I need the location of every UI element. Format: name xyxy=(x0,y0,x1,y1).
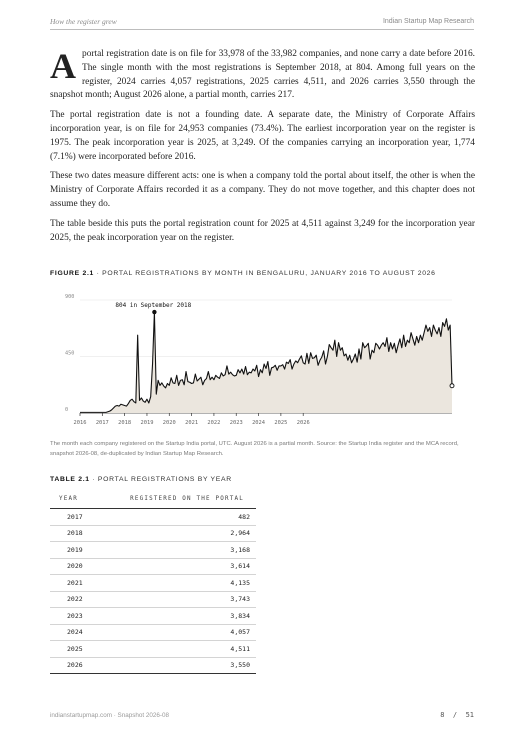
x-tick-label: 2023 xyxy=(229,420,243,426)
running-head xyxy=(50,14,474,28)
table-label xyxy=(50,476,232,483)
page-number xyxy=(440,711,474,719)
cell-count: 4,135 xyxy=(93,575,256,592)
y-tick-label: 0 xyxy=(65,407,69,413)
table-number: TABLE 2.1 xyxy=(50,476,90,483)
column-header-count: REGISTERED ON THE PORTAL xyxy=(93,489,256,509)
cell-count: 3,550 xyxy=(93,657,256,674)
x-tick-label: 2016 xyxy=(73,420,87,426)
cell-count: 482 xyxy=(93,509,256,526)
cell-year: 2022 xyxy=(50,591,93,608)
figure-caption: The month each company registered on the Startup India portal, UTC. August 2026 is a partial month. Source: the Startup India register and the MCA record, snapshot 2026-08, de-duplicated by Indian Startup Map Research. xyxy=(50,441,459,457)
table-row xyxy=(50,525,256,542)
y-tick-label: 450 xyxy=(65,350,75,357)
figure-title: · PORTAL REGISTRATIONS BY MONTH IN BENGALURU, JANUARY 2016 TO AUGUST 2026 xyxy=(94,270,436,277)
paragraph-2: The portal registration date is not a founding date. A separate date, the Ministry of Corporate Affairs incorporation year, is on file for 24,953 companies (73.4%). The earliest incorporation year on the register is 1975. The peak incorporation year is 2025, at 3,249. Of the companies carrying an incorporation year, 1,774 (7.1%) were incorporated before 2016. xyxy=(50,110,475,162)
paragraph-4: The table beside this puts the portal registration count for 2025 at 4,511 against 3,249 for the incorporation year 2025, the peak incorporation year on the register. xyxy=(50,218,475,243)
peak-annotation: 804 in September 2018 xyxy=(115,302,192,310)
cell-year: 2018 xyxy=(50,525,93,542)
peak-marker xyxy=(152,310,156,314)
cell-count: 3,834 xyxy=(93,608,256,625)
cell-count: 4,511 xyxy=(93,641,256,658)
x-tick-label: 2024 xyxy=(252,420,266,426)
chapter-title: How the register grew xyxy=(50,16,117,26)
end-marker xyxy=(450,384,454,388)
paragraph-3: These two dates measure different acts: one is when a company told the portal about itself, the other is when the Ministry of Corporate Affairs recorded it as a company. They do not move together, and this chapter does not assume they do. xyxy=(50,171,475,209)
x-tick-label: 2026 xyxy=(296,420,310,426)
table-row xyxy=(50,608,256,625)
cell-year: 2020 xyxy=(50,558,93,575)
registrations-chart xyxy=(50,292,475,432)
x-tick-label: 2020 xyxy=(162,420,176,426)
cell-count: 4,057 xyxy=(93,624,256,641)
table-row xyxy=(50,591,256,608)
table-row xyxy=(50,509,256,526)
table-header-row xyxy=(50,489,256,509)
cell-count: 3,743 xyxy=(93,591,256,608)
page-separator: / xyxy=(452,711,458,719)
figure-label xyxy=(50,270,436,277)
x-tick-label: 2022 xyxy=(207,420,221,426)
cell-count: 2,964 xyxy=(93,525,256,542)
x-tick-label: 2018 xyxy=(118,420,132,426)
y-tick-label: 900 xyxy=(65,294,75,300)
paragraph-1 xyxy=(50,48,475,103)
y-axis xyxy=(65,294,74,413)
registrations-table xyxy=(50,489,256,674)
publication-name: Indian Startup Map Research xyxy=(382,17,474,25)
x-axis xyxy=(74,413,310,426)
cell-year: 2025 xyxy=(50,641,93,658)
table-row xyxy=(50,575,256,592)
cell-count: 3,614 xyxy=(93,558,256,575)
table-row xyxy=(50,657,256,674)
header-rule xyxy=(50,29,474,30)
cell-year: 2017 xyxy=(50,509,93,526)
cell-count: 3,168 xyxy=(93,542,256,559)
cell-year: 2026 xyxy=(50,657,93,674)
cell-year: 2021 xyxy=(50,575,93,592)
cell-year: 2023 xyxy=(50,608,93,625)
table-row xyxy=(50,558,256,575)
drop-cap: A xyxy=(50,46,76,86)
cell-year: 2024 xyxy=(50,624,93,641)
column-header-year: YEAR xyxy=(50,489,93,509)
current-page: 8 xyxy=(440,711,445,719)
x-tick-label: 2021 xyxy=(185,420,199,426)
cell-year: 2019 xyxy=(50,542,93,559)
total-pages: 51 xyxy=(465,711,474,719)
table-row xyxy=(50,542,256,559)
x-tick-label: 2017 xyxy=(95,420,109,426)
figure-number: FIGURE 2.1 xyxy=(50,270,95,277)
table-row xyxy=(50,624,256,641)
x-tick-label: 2019 xyxy=(140,420,154,426)
paragraph-1-text: portal registration date is on file for 33,978 of the 33,982 companies, and none carry a date before 2016. The single month with the most registrations is September 2018, at 804. Among full years on the register, 2024 carries 4,057 registrations, 2025 carries 4,511, and 2026 carries 3,550 through the snapshot month; August 2026 alone, a partial month, carries 217. xyxy=(50,49,475,101)
body-text xyxy=(50,48,475,251)
footer-site: indianstartupmap.com · Snapshot 2026-08 xyxy=(50,712,170,719)
table-title: · PORTAL REGISTRATIONS BY YEAR xyxy=(89,476,232,483)
table-row xyxy=(50,641,256,658)
x-tick-label: 2025 xyxy=(274,420,288,426)
